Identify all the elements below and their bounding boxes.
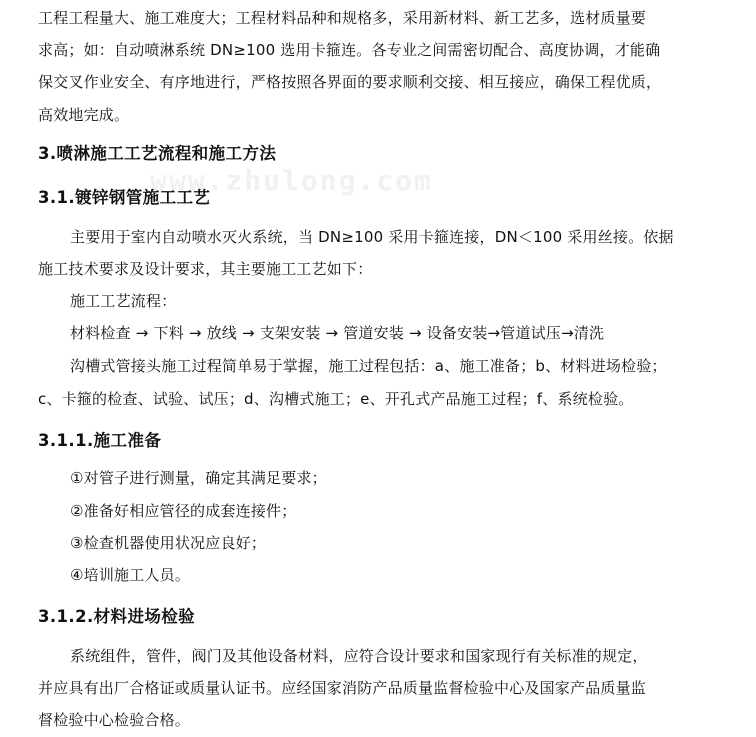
watermark: www.zhulong.com xyxy=(150,164,433,197)
process-flow: 材料检查 → 下料 → 放线 → 支架安装 → 管道安装 → 设备安装→管道试压→清洗 xyxy=(70,324,605,342)
section-3-1-para2-line2: c、卡箍的检查、试验、试压；d、沟槽式施工；e、开孔式产品施工过程；f、系统检验。 xyxy=(38,390,634,408)
section-3-1-para1-line1: 主要用于室内自动喷水灭火系统，当 DN≥100 采用卡箍连接，DN＜100 采用丝接。依据 xyxy=(70,228,674,246)
list-item: ③检查机器使用状况应良好； xyxy=(70,534,267,552)
section-3-1-para1-line2: 施工技术要求及设计要求，其主要施工工艺如下： xyxy=(38,260,373,278)
list-item: ④培训施工人员。 xyxy=(70,566,191,584)
section-3-1-2-line3: 督检验中心检验合格。 xyxy=(38,711,191,729)
section-3-1-heading: 3.1.镀锌钢管施工工艺 xyxy=(38,188,211,207)
section-3-1-1-heading: 3.1.1.施工准备 xyxy=(38,431,162,450)
section-3-1-2-heading: 3.1.2.材料进场检验 xyxy=(38,607,196,626)
intro-line-4: 高效地完成。 xyxy=(38,106,130,124)
list-item: ②准备好相应管径的成套连接件； xyxy=(70,502,297,520)
section-3-heading: 3.喷淋施工工艺流程和施工方法 xyxy=(38,144,277,163)
intro-line-3: 保交叉作业安全、有序地进行，严格按照各界面的要求顺利交接、相互接应，确保工程优质， xyxy=(38,73,662,91)
intro-line-1: 工程工程量大、施工难度大；工程材料品种和规格多，采用新材料、新工艺多，选材质量要 xyxy=(38,9,647,27)
list-item: ①对管子进行测量，确定其满足要求； xyxy=(70,469,327,487)
section-3-1-2-line2: 并应具有出厂合格证或质量认证书。应经国家消防产品质量监督检验中心及国家产品质量监 xyxy=(38,679,647,697)
intro-line-2: 求高；如：自动喷淋系统 DN≥100 选用卡箍连。各专业之间需密切配合、高度协调，才能确 xyxy=(38,41,661,59)
section-3-1-para2-line1: 沟槽式管接头施工过程简单易于掌握，施工过程包括：a、施工准备；b、材料进场检验； xyxy=(70,357,667,375)
flow-label: 施工工艺流程： xyxy=(70,292,177,310)
section-3-1-2-line1: 系统组件，管件，阀门及其他设备材料，应符合设计要求和国家现行有关标准的规定， xyxy=(70,647,648,665)
